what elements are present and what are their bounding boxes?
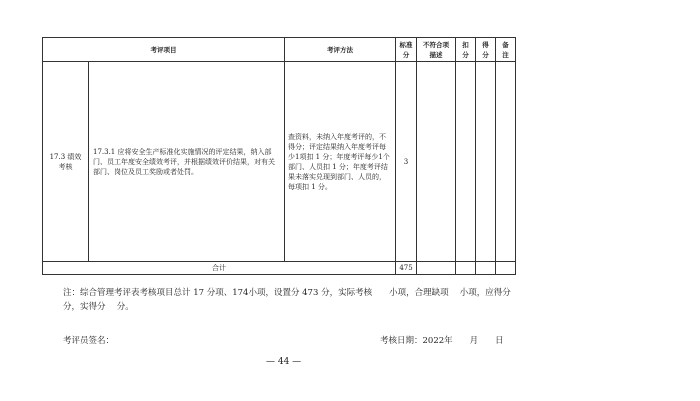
evaluator-signature: 考评员签名： bbox=[63, 336, 115, 346]
deduction-cell[interactable] bbox=[456, 62, 476, 262]
total-nonconformity-cell[interactable] bbox=[417, 262, 456, 275]
header-nonconformity-line2: 描述 bbox=[429, 50, 443, 59]
footnote: 注：综合管理考评表考核项目总计 17 分项、174小项，设置分 473 分，实际考核 小项，合理缺项 小项，应得分 分，实得分 分。 bbox=[63, 288, 522, 312]
nonconformity-cell[interactable] bbox=[417, 62, 456, 262]
remark-cell[interactable] bbox=[496, 62, 516, 262]
evaluation-date: 考核日期：2022年 月 日 bbox=[380, 336, 504, 346]
header-item: 考评项目 bbox=[43, 38, 285, 62]
header-score bbox=[476, 38, 496, 62]
category-cell bbox=[43, 62, 89, 262]
header-deduction-line1: 扣 bbox=[462, 40, 469, 49]
category-line1: 17.3 绩效 bbox=[49, 152, 82, 161]
header-standard-score-line2: 分 bbox=[402, 50, 410, 59]
total-row bbox=[43, 262, 516, 275]
table-header-row bbox=[43, 38, 516, 62]
header-nonconformity-line1: 不符合项 bbox=[423, 40, 449, 49]
score-cell[interactable] bbox=[476, 62, 496, 262]
standard-score-cell: 3 bbox=[396, 62, 417, 262]
page-number: — 44 — bbox=[266, 357, 302, 367]
header-score-line1: 得 bbox=[482, 40, 489, 49]
category-line2: 考核 bbox=[58, 162, 73, 171]
total-value: 475 bbox=[396, 262, 417, 275]
method-cell: 查资料，未纳入年度考评的，不得分；评定结果纳入年度考评每少1项扣 1 分；年度考评每少1个部门、人员扣 1 分；年度考评结果未落实兑现到部门、人员的，每项扣 1 分。 bbox=[285, 62, 396, 262]
header-standard-score bbox=[396, 38, 417, 62]
header-remark-line2: 注 bbox=[502, 50, 509, 59]
header-score-line2: 分 bbox=[482, 50, 489, 59]
requirement-cell: 17.3.1 应将安全生产标准化实施情况的评定结果，纳入部门、员工年度安全绩效考评，并根据绩效评价结果，对有关部门、岗位及员工奖励或者处罚。 bbox=[89, 62, 285, 262]
header-nonconformity bbox=[417, 38, 456, 62]
header-deduction bbox=[456, 38, 476, 62]
total-score-cell[interactable] bbox=[476, 262, 496, 275]
header-standard-score-line1: 标准 bbox=[399, 40, 413, 49]
header-method: 考评方法 bbox=[285, 38, 396, 62]
header-deduction-line2: 分 bbox=[462, 50, 469, 59]
total-deduction-cell[interactable] bbox=[456, 262, 476, 275]
evaluation-table bbox=[42, 37, 516, 275]
header-remark bbox=[496, 38, 516, 62]
header-remark-line1: 备 bbox=[502, 40, 509, 49]
total-remark-cell[interactable] bbox=[496, 262, 516, 275]
total-label: 合计 bbox=[43, 262, 396, 275]
table-row bbox=[43, 62, 516, 262]
